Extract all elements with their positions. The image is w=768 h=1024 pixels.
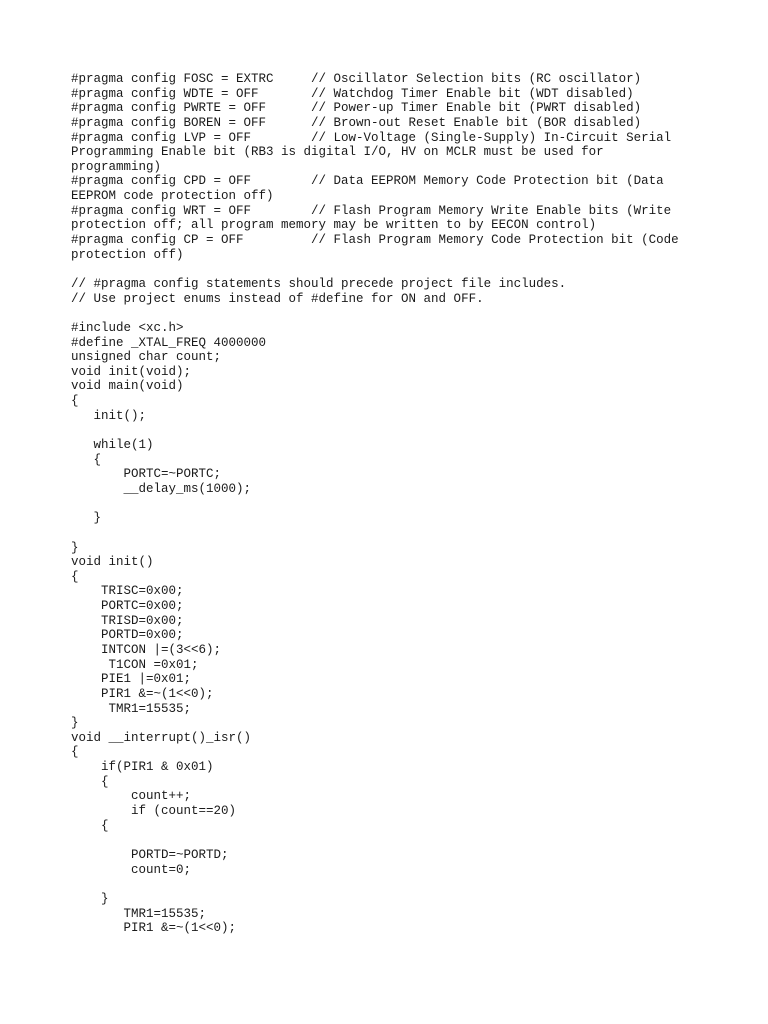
code-line: #define _XTAL_FREQ 4000000: [71, 335, 267, 350]
code-line: }: [71, 716, 79, 731]
code-line: PORTD=0x00;: [71, 628, 184, 643]
code-line: {: [71, 569, 79, 584]
code-line: TMR1=15535;: [71, 906, 207, 921]
code-line: void init(): [71, 555, 154, 570]
code-listing: [71, 72, 711, 936]
code-line: [71, 497, 711, 512]
code-line: __delay_ms(1000);: [71, 481, 252, 496]
code-line: [71, 833, 711, 848]
code-line: INTCON |=(3<<6);: [71, 642, 222, 657]
code-line: void main(void): [71, 379, 184, 394]
code-line: unsigned char count;: [71, 350, 222, 365]
code-line: {: [71, 818, 109, 833]
code-line: [71, 526, 711, 541]
code-line: [71, 423, 711, 438]
code-line: #pragma config FOSC = EXTRC // Oscillator Selection bits (RC oscillator): [71, 72, 642, 86]
code-line: if(PIR1 & 0x01): [71, 760, 214, 775]
code-line: count++;: [71, 789, 192, 804]
code-line: {: [71, 774, 109, 789]
code-line: #pragma config LVP = OFF // Low-Voltage (Single-Supply) In-Circuit Serial: [71, 130, 672, 145]
code-line: while(1): [71, 438, 154, 453]
code-line: #include <xc.h>: [71, 320, 184, 335]
code-line: #pragma config CPD = OFF // Data EEPROM Memory Code Protection bit (Data: [71, 174, 664, 189]
code-line: TRISD=0x00;: [71, 613, 184, 628]
code-line: [71, 262, 711, 277]
code-line: protection off): [71, 247, 184, 262]
code-line: {: [71, 745, 79, 760]
code-line: }: [71, 540, 79, 555]
code-line: // #pragma config statements should precede project file includes.: [71, 276, 567, 291]
code-line: void init(void);: [71, 364, 192, 379]
code-line: [71, 877, 711, 892]
code-line: #pragma config PWRTE = OFF // Power-up Timer Enable bit (PWRT disabled): [71, 101, 642, 116]
code-line: PIR1 &=~(1<<0);: [71, 921, 237, 936]
code-line: {: [71, 452, 102, 467]
code-line: TMR1=15535;: [71, 701, 192, 716]
code-line: }: [71, 511, 102, 526]
code-line: init();: [71, 408, 147, 423]
code-line: T1CON =0x01;: [71, 657, 199, 672]
code-line: PIR1 &=~(1<<0);: [71, 686, 214, 701]
code-line: // Use project enums instead of #define for ON and OFF.: [71, 291, 484, 306]
code-line: #pragma config CP = OFF // Flash Program Memory Code Protection bit (Code: [71, 233, 679, 248]
code-line: PORTC=~PORTC;: [71, 467, 222, 482]
code-line: #pragma config WRT = OFF // Flash Program Memory Write Enable bits (Write: [71, 203, 672, 218]
code-line: programming): [71, 159, 162, 174]
code-line: }: [71, 891, 109, 906]
code-line: count=0;: [71, 862, 192, 877]
code-line: PORTC=0x00;: [71, 599, 184, 614]
code-line: #pragma config WDTE = OFF // Watchdog Timer Enable bit (WDT disabled): [71, 86, 634, 101]
code-line: {: [71, 394, 79, 409]
code-line: PIE1 |=0x01;: [71, 672, 192, 687]
code-line: if (count==20): [71, 804, 237, 819]
code-line: #pragma config BOREN = OFF // Brown-out Reset Enable bit (BOR disabled): [71, 115, 642, 130]
code-line: EEPROM code protection off): [71, 189, 274, 204]
code-line: protection off; all program memory may be written to by EECON control): [71, 218, 597, 233]
code-line: void __interrupt()_isr(): [71, 730, 252, 745]
code-line: TRISC=0x00;: [71, 584, 184, 599]
code-line: Programming Enable bit (RB3 is digital I/O, HV on MCLR must be used for: [71, 145, 604, 160]
code-line: PORTD=~PORTD;: [71, 847, 229, 862]
code-line: [71, 306, 711, 321]
